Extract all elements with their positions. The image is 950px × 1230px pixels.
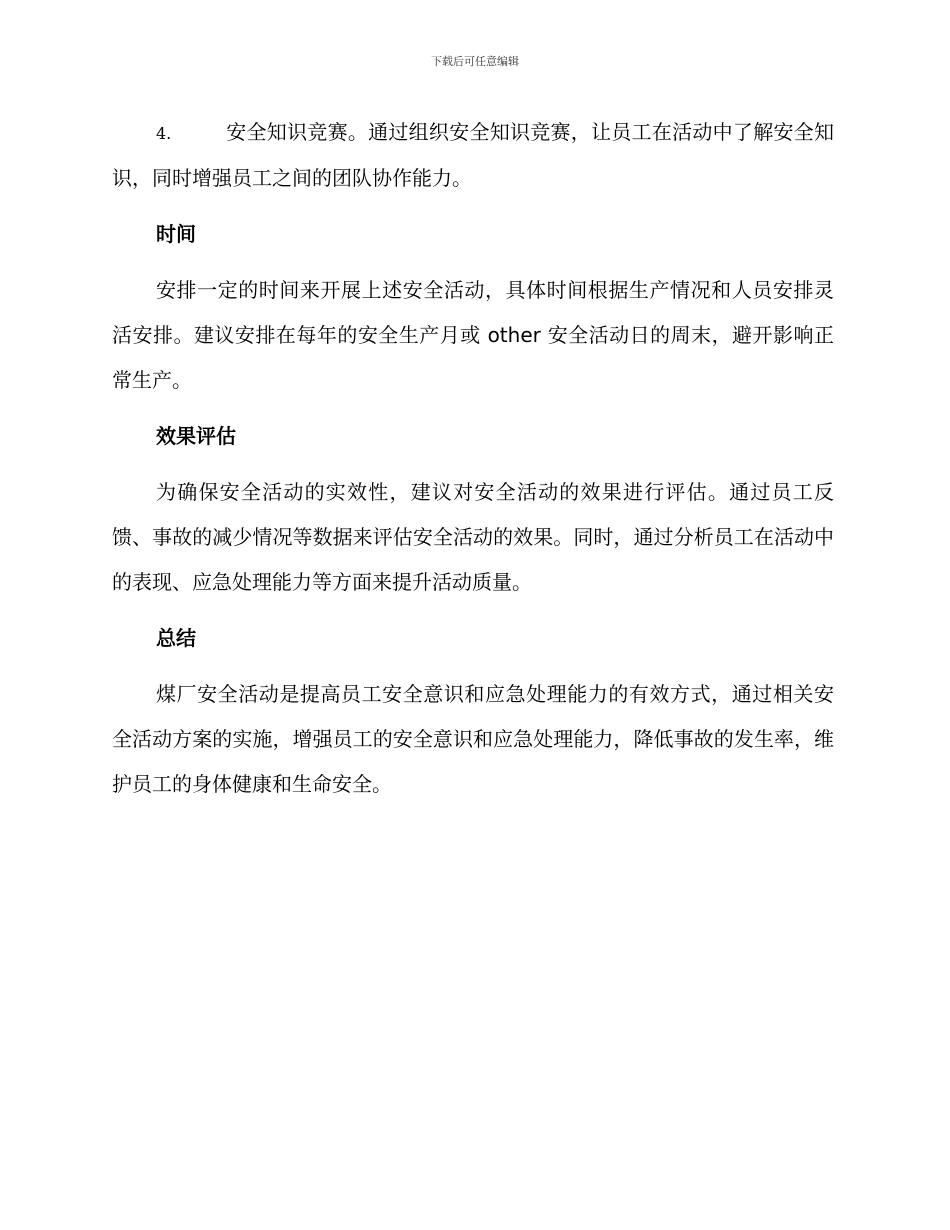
section-heading-evaluation: 效果评估 — [156, 424, 236, 448]
list-item-number: 4. — [156, 124, 172, 143]
document-body — [112, 110, 834, 818]
section-heading-time: 时间 — [156, 222, 196, 246]
list-item-text: 安全知识竞赛。通过组织安全知识竞赛，让员工在活动中了解安全知识，同时增强员工之间的团队协作能力。 — [112, 120, 834, 190]
section-heading-summary: 总结 — [156, 626, 196, 650]
page-header-note: 下载后可任意编辑 — [431, 55, 519, 68]
section-body-evaluation: 为确保安全活动的实效性，建议对安全活动的效果进行评估。通过员工反馈、事故的减少情况等数据来评估安全活动的效果。同时，通过分析员工在活动中的表现、应急处理能力等方面来提升活动质量。 — [112, 480, 834, 594]
list-item-4 — [112, 110, 834, 201]
section-body-time: 安排一定的时间来开展上述安全活动，具体时间根据生产情况和人员安排灵活安排。建议安排在每年的安全生产月或 other 安全活动日的周末，避开影响正常生产。 — [112, 278, 834, 392]
section-body-summary: 煤厂安全活动是提高员工安全意识和应急处理能力的有效方式，通过相关安全活动方案的实施，增强员工的安全意识和应急处理能力，降低事故的发生率，维护员工的身体健康和生命安全。 — [112, 682, 834, 796]
